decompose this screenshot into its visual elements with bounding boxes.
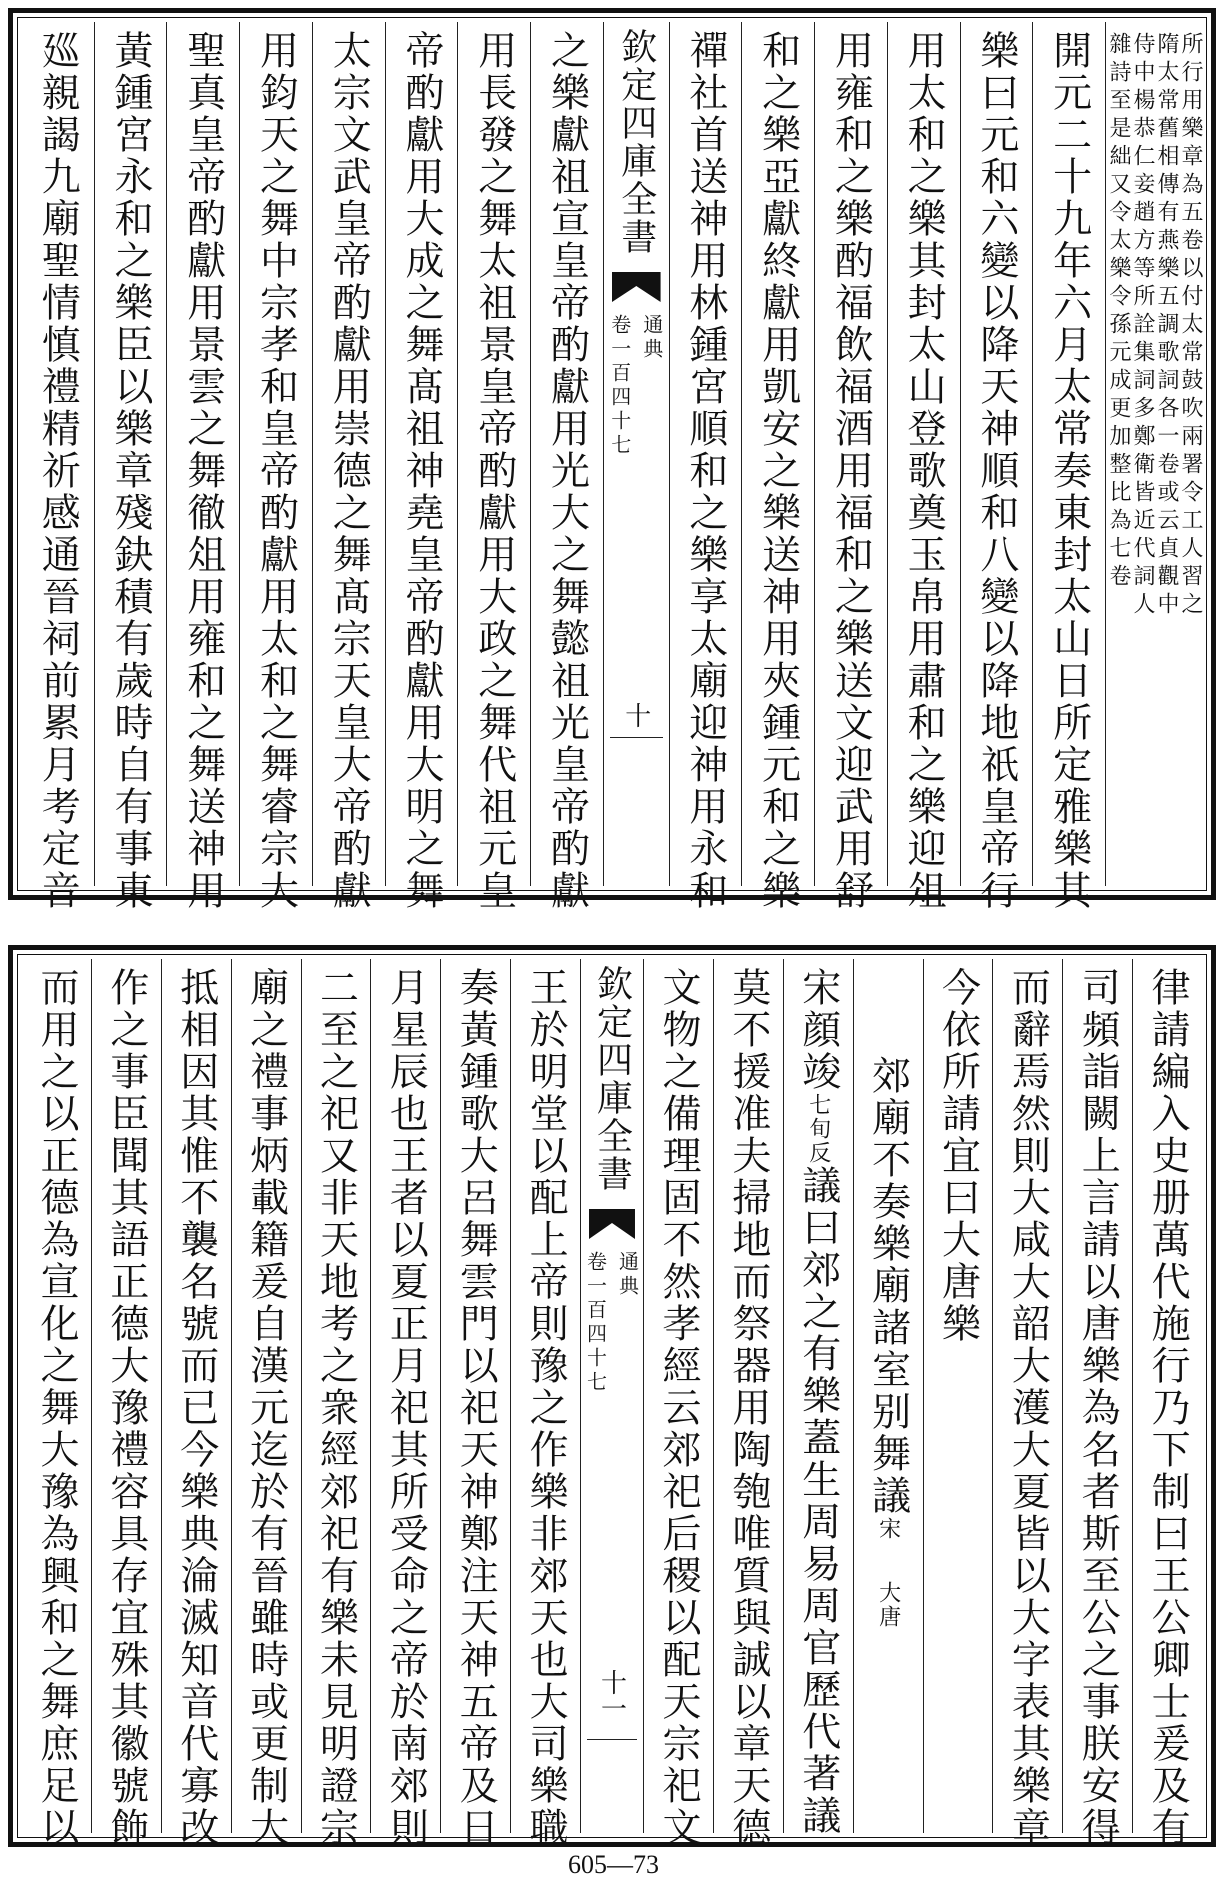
text-column (887, 22, 960, 912)
section-heading: 郊廟不奏樂廟諸室别舞議宋大唐 (865, 1055, 911, 1629)
bottom-page-columns (22, 959, 1202, 1849)
top-page-columns (22, 22, 1203, 912)
juan-label (582, 1251, 643, 1395)
column-text: 抵相因其惟不襲名號而已今樂典淪滅知音代寡改 (173, 967, 219, 1849)
text-column (166, 22, 239, 912)
center-divider (610, 737, 663, 738)
column-text: 和之樂亞獻終獻用凱安之樂送神用夾鍾元和之樂 (755, 30, 801, 912)
column-text: 而用之以正德為宣化之舞大豫為興和之舞庶足以 (33, 967, 79, 1849)
text-column (161, 959, 231, 1849)
fishtail-icon (612, 272, 661, 302)
text-column (643, 959, 713, 1849)
column-text: 用長發之舞太祖景皇帝酌獻用大政之舞代祖元皇 (471, 30, 517, 912)
page-footer-number: 605—73 (568, 1850, 659, 1879)
page-center-column (603, 22, 669, 886)
column-text: 律請編入史册萬代施行乃下制曰王公卿士爰及有 (1145, 967, 1191, 1849)
text-column (239, 22, 312, 912)
column-text: 太宗文武皇帝酌獻用崇德之舞髙宗天皇大帝酌獻 (326, 30, 372, 912)
note-line: 所行用樂章為五卷以付太常鼓吹兩署令工人習之 (1178, 32, 1203, 620)
phonetic-note: 七旬反 (805, 1093, 831, 1165)
note-line: 雜詩至是絀又令太樂令孫元成更加整比為七卷 (1106, 32, 1131, 592)
text-column (960, 22, 1033, 912)
text-column (91, 959, 161, 1849)
text-column (530, 22, 603, 912)
text-column-note (1105, 22, 1202, 886)
text-column (741, 22, 814, 912)
text-column (669, 22, 742, 912)
column-text: 黃鍾宮永和之樂臣以樂章殘鈌積有歲時自有事東 (108, 30, 154, 912)
column-text: 樂曰元和六變以降天神順和八變以降地祇皇帝行 (973, 30, 1019, 912)
heading-dynasty: 宋 (875, 1517, 901, 1541)
column-text: 今依所請宜曰大唐樂 (935, 967, 981, 1345)
section-heading-column (853, 959, 923, 1833)
column-text: 文物之備理固不然孝經云郊祀后稷以配天宗祀文 (655, 967, 701, 1849)
column-text: 開元二十九年六月太常奏東封太山日所定雅樂其 (1046, 30, 1092, 912)
text-column (992, 959, 1062, 1849)
text-column (1032, 22, 1105, 912)
text-column (301, 959, 371, 1849)
page-number: 十一 (596, 1669, 627, 1721)
column-text: 奏黃鍾歌大呂舞雲門以祀天神鄭注天神五帝及日 (453, 967, 499, 1849)
text-column (231, 959, 301, 1849)
column-text: 月星辰也王者以夏正月祀其所受命之帝於南郊則 (383, 967, 429, 1849)
text-column (385, 22, 458, 912)
page-number: 十 (620, 702, 651, 728)
text-column (312, 22, 385, 912)
text-column (783, 959, 853, 1837)
text-column (370, 959, 440, 1849)
text-column (923, 959, 993, 1833)
text-column (94, 22, 167, 912)
text-column (510, 959, 580, 1849)
text-column (814, 22, 887, 912)
top-page (8, 8, 1216, 912)
book-title: 欽定四庫全書 (591, 965, 633, 1193)
center-divider (587, 1739, 637, 1740)
text-column (1062, 959, 1132, 1849)
column-text: 帝酌獻用大成之舞髙祖神堯皇帝酌獻用大明之舞 (399, 30, 445, 912)
text-column (713, 959, 783, 1849)
text-column (22, 959, 91, 1849)
column-text: 禪社首送神用林鍾宮順和之樂享太廟迎神用永和 (682, 30, 728, 912)
column-text: 廵親謁九廟聖情慎禮精祈感通晉祠前累月考定音 (35, 30, 81, 912)
book-title: 欽定四庫全書 (615, 28, 657, 256)
column-text: 廟之禮事炳載籍爰自漢元迄於有晉雖時或更制大 (243, 967, 289, 1849)
fishtail-icon (589, 1209, 635, 1239)
column-text: 之樂獻祖宣皇帝酌獻用光大之舞懿祖光皇帝酌獻 (544, 30, 590, 912)
note-line: 隋太常舊相傳有燕樂五調歌詞各一卷或云貞觀中 (1154, 32, 1179, 620)
heading-source: 大唐 (875, 1581, 901, 1629)
juan-number: 卷一百四十七 (583, 1251, 608, 1395)
text-column (1132, 959, 1202, 1849)
juan-book: 通典 (639, 314, 664, 362)
juan-number: 卷一百四十七 (607, 314, 632, 458)
bottom-page (8, 945, 1216, 1847)
column-text: 王於明堂以配上帝則豫之作樂非郊天也大司樂職 (523, 967, 569, 1849)
column-text: 司頻詣闕上言請以唐樂為名者斯至公之事朕安得 (1075, 967, 1121, 1849)
text-column (440, 959, 510, 1849)
text-column (22, 22, 94, 912)
juan-label (606, 314, 667, 458)
note-line: 侍中楊恭仁妾趙方等所詮集詞多鄭衛皆近代詞人 (1130, 32, 1155, 620)
column-text: 用雍和之樂酌福飲福酒用福和之樂送文迎武用舒 (828, 30, 874, 912)
column-text: 莫不援准夫掃地而祭器用陶匏唯質與誠以章天德 (725, 967, 771, 1849)
text-column (457, 22, 530, 912)
juan-book: 通典 (615, 1251, 640, 1299)
column-text: 聖真皇帝酌獻用景雲之舞徹俎用雍和之舞送神用 (180, 30, 226, 912)
column-text: 而辭焉然則大咸大韶大濩大夏皆以大字表其樂章 (1005, 967, 1051, 1849)
column-text: 用太和之樂其封太山登歌奠玉帛用肅和之樂迎俎 (901, 30, 947, 912)
column-text: 用鈞天之舞中宗孝和皇帝酌獻用太和之舞睿宗大 (253, 30, 299, 912)
column-text: 宋顔竣七旬反議曰郊之有樂蓋生周易周官歷代著議 (795, 967, 841, 1837)
page-center-column (580, 959, 643, 1833)
column-text: 二至之祀又非天地考之衆經郊祀有樂未見明證宗 (313, 967, 359, 1849)
column-text: 作之事臣聞其語正德大豫禮容具存宜殊其徽號飾 (103, 967, 149, 1849)
